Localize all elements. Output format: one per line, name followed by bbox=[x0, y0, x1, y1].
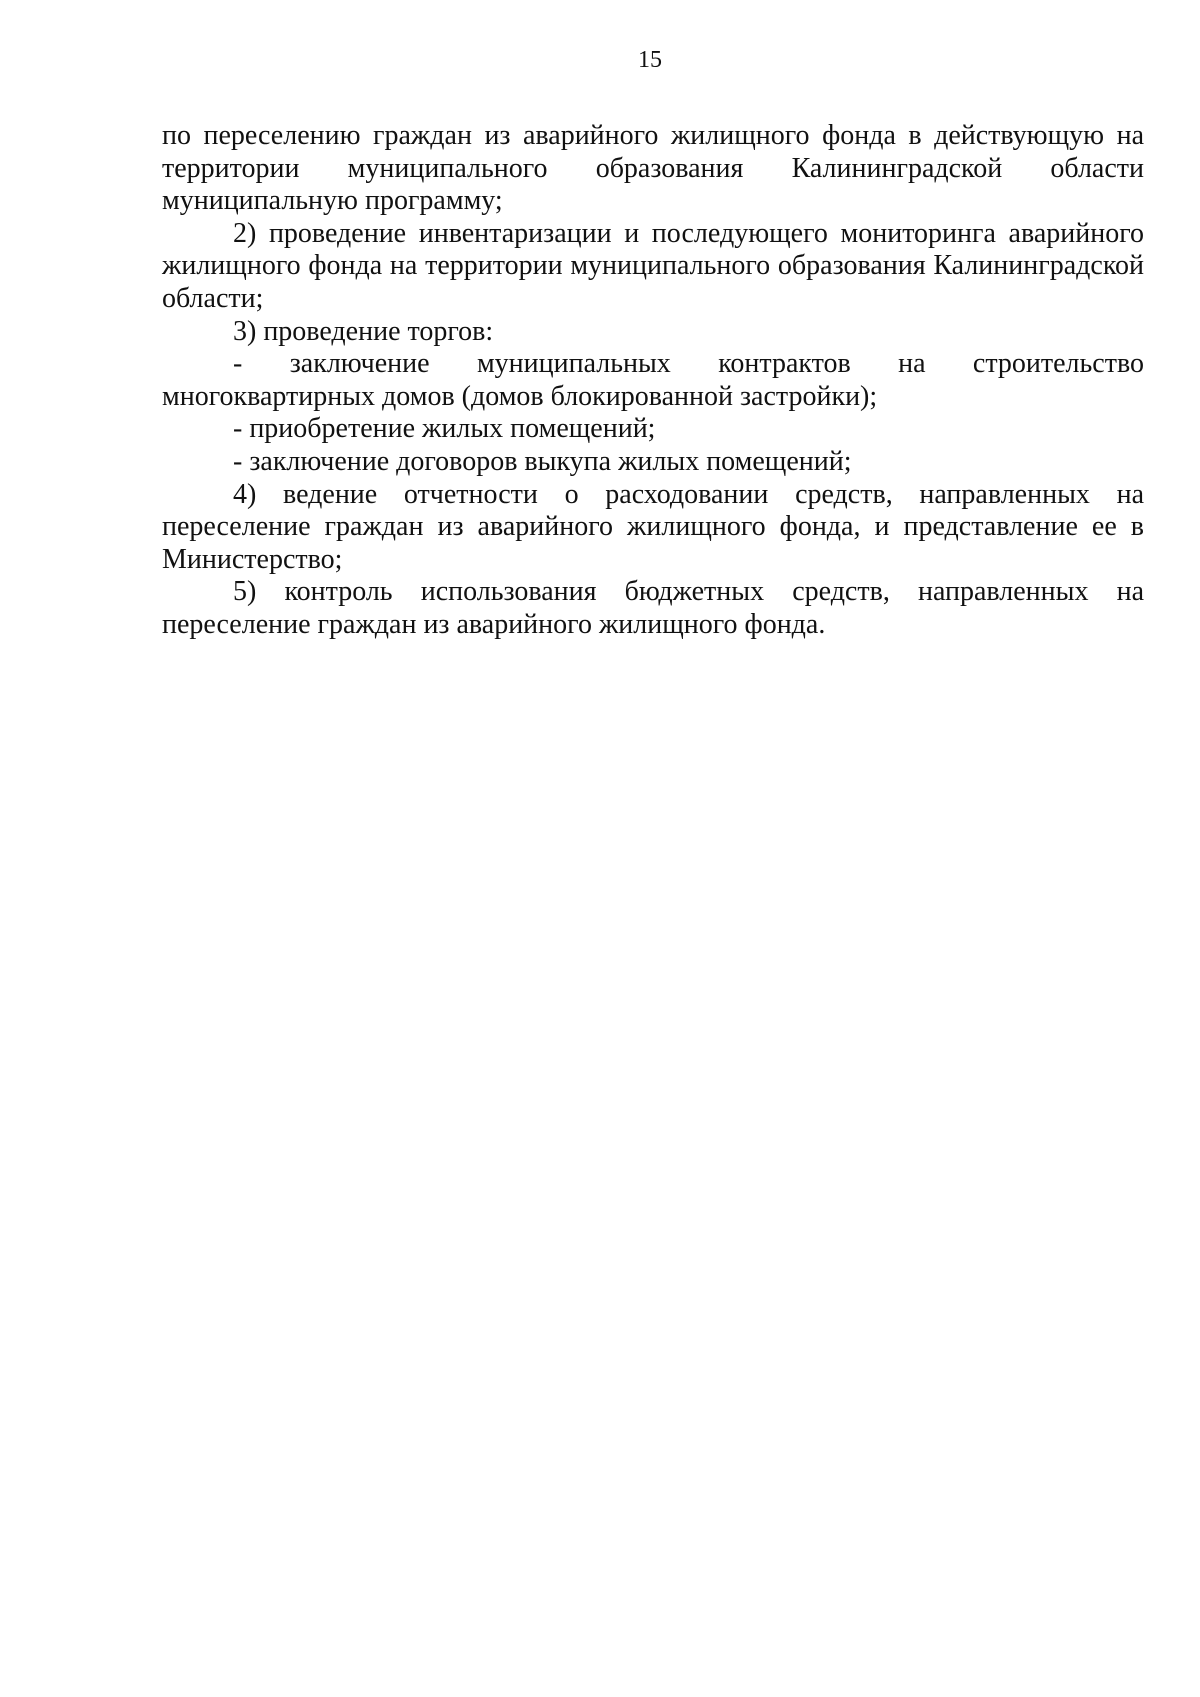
paragraph-subitem-acquisition: - приобретение жилых помещений; bbox=[233, 413, 656, 445]
paragraph-item-3: 3) проведение торгов: bbox=[233, 315, 494, 347]
paragraph-subitem-contracts: - заключение муниципальных контрактов на строительство многоквартирных домов (домов блокированной застройки); bbox=[162, 348, 1144, 412]
paragraph-item-2: 2) проведение инвентаризации и последующего мониторинга аварийного жилищного фонда на территории муниципального образования Калининградской области; bbox=[162, 217, 1144, 314]
paragraph-item-4: 4) ведение отчетности о расходовании средств, направленных на переселение граждан из аварийного жилищного фонда, и представление ее в Министерство; bbox=[162, 478, 1144, 575]
paragraph-item-5: 5) контроль использования бюджетных средств, направленных на переселение граждан из аварийного жилищного фонда. bbox=[162, 576, 1144, 640]
document-body bbox=[162, 120, 1144, 642]
page-number: 15 bbox=[638, 47, 662, 73]
paragraph-subitem-buyout: - заключение договоров выкупа жилых помещений; bbox=[233, 445, 852, 477]
paragraph-continuation: по переселению граждан из аварийного жилищного фонда в действующую на территории муниципального образования Калининградской области муниципальную программу; bbox=[162, 120, 1144, 217]
